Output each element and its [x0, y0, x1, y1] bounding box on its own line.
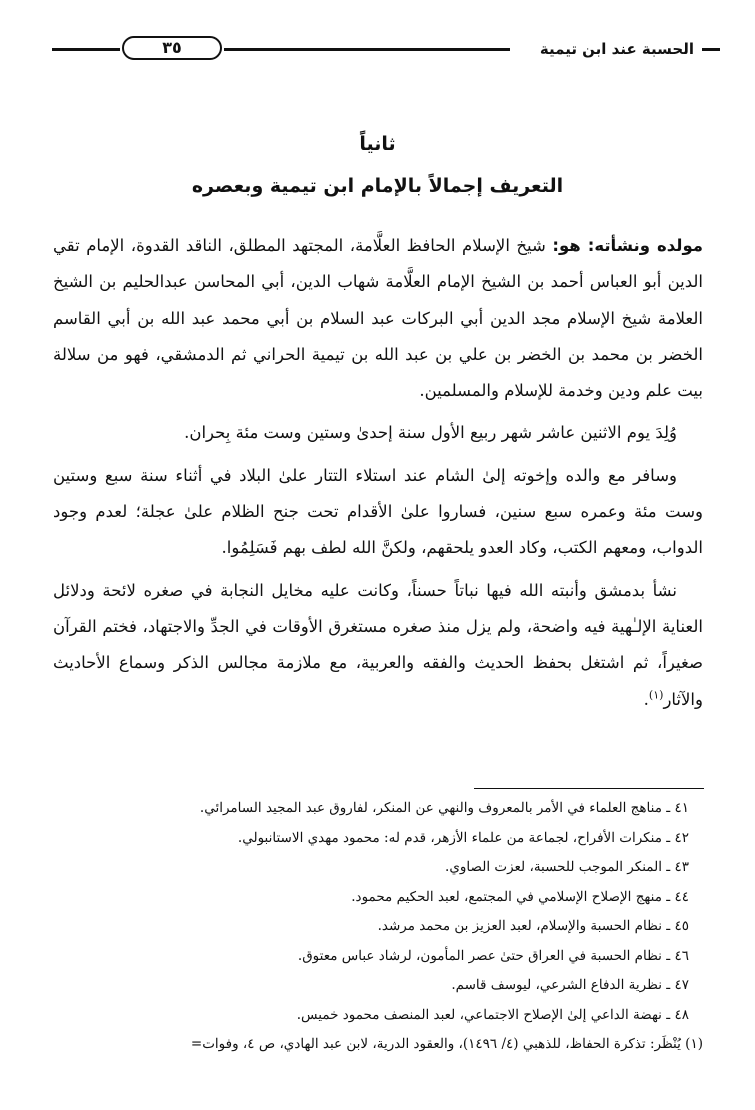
section-number: ثانياً	[359, 133, 396, 155]
footnote-text: (١) يُنْظَر: تذكرة الحفاظ، للذهبي (٤/ ١٤٩٦)، والعقود الدرية، لابن عبد الهادي، ص ٤، وفوات=	[190, 1036, 703, 1052]
book-title: الحسبة عند ابن تيمية	[539, 40, 694, 58]
reference-list	[63, 794, 703, 1059]
paragraph-text: وسافر مع والده وإخوته إلىٰ الشام عند استلاء التتار علىٰ البلاد في أثناء سنة سبع وستين وست مئة وعمره سبع سنين، فساروا علىٰ الأقدام تحت جنح الظلام علىٰ عجلة؛ لعدم وجود الدواب، ومعهم الكتب، وكاد العدو يلحقهم، ولكنَّ الله لطف بهم فَسَلِمُوا.	[53, 465, 703, 558]
section-title: التعريف إجمالاً بالإمام ابن تيمية وبعصره	[191, 175, 564, 197]
reference-item: ٤٢ ـ منكرات الأفراح، لجماعة من علماء الأزهر، قدم له: محمود مهدي الاستانبولي.	[237, 829, 689, 846]
reference-item: ٤٥ ـ نظام الحسبة والإسلام، لعبد العزيز بن محمد مرشد.	[377, 918, 689, 934]
reference-item: ٤١ ـ مناهج العلماء في الأمر بالمعروف والنهي عن المنكر، لفاروق عبد المجيد السامرائي.	[199, 800, 689, 816]
paragraph-text: وُلِدَ يوم الاثنين عاشر شهر ربيع الأول سنة إحدىٰ وستين وست مئة بِحران.	[184, 423, 677, 443]
paragraph-text: نشأ بدمشق وأنبته الله فيها نباتاً حسناً، وكانت عليه مخايل النجابة في صغره لائحة ودلائل العناية الإلـٰهية فيه واضحة، ولم يزل منذ صغره مستغرق الأوقات في الجدِّ والاجتهاد، فختم القرآن صغيراً، ثم اشتغل بحفظ الحديث والفقه والعربية، مع ملازمة مجالس الذكر وسماع الأحاديث والآثار	[53, 580, 703, 709]
header-rule	[52, 48, 120, 51]
header-rule	[702, 48, 720, 51]
footnote-reference[interactable]: (١)	[648, 688, 664, 702]
paragraph-upbringing	[53, 573, 703, 718]
reference-item: ٤٤ ـ منهج الإصلاح الإسلامي في المجتمع، لعبد الحكيم محمود.	[351, 888, 689, 905]
reference-item: ٤٦ ـ نظام الحسبة في العراق حتىٰ عصر المأمون، لرشاد عباس معتوق.	[297, 947, 689, 964]
reference-item: ٤٣ ـ المنكر الموجب للحسبة، لعزت الصاوي.	[445, 859, 689, 875]
body-text	[53, 228, 703, 718]
paragraph-born-date	[53, 415, 703, 451]
paragraph-travel	[53, 458, 703, 567]
paragraph-lead: مولده ونشأته: هو:	[552, 236, 704, 255]
footnote-separator	[474, 788, 704, 789]
page-number: ٣٥	[122, 36, 222, 60]
paragraph-birth	[53, 228, 703, 409]
reference-item: ٤٨ ـ نهضة الداعي إلىٰ الإصلاح الاجتماعي، لعبد المنصف محمود خميس.	[296, 1006, 689, 1023]
running-header	[52, 34, 720, 64]
paragraph-tail: .	[643, 689, 649, 709]
reference-item: ٤٧ ـ نظرية الدفاع الشرعي، ليوسف قاسم.	[451, 977, 689, 993]
paragraph-text: شيخ الإسلام الحافظ العلَّامة، المجتهد المطلق، الناقد القدوة، الإمام تقي الدين أبو العباس أحمد بن الشيخ الإمام العلَّامة شهاب الدين، أبي المحاسن عبدالحليم بن الشيخ العلامة شيخ الإسلام مجد الدين أبي البركات عبد السلام بن أبي محمد عبد الله بن أبي القاسم الخضر بن محمد بن الخضر بن علي بن عبد الله بن تيمية الحراني ثم الدمشقي، فهو من سلالة بيت علم ودين وخدمة للإسلام والمسلمين.	[53, 236, 703, 401]
header-rule	[224, 48, 510, 51]
